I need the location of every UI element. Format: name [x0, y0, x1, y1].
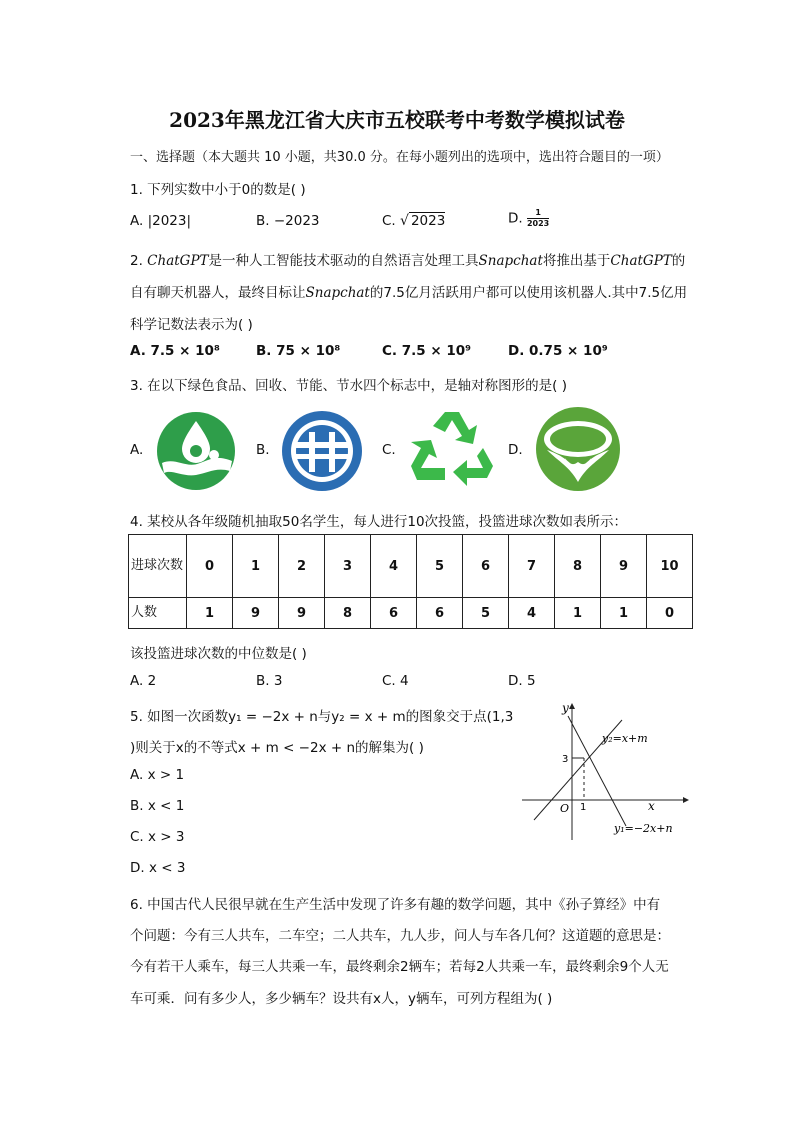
table-row: [129, 535, 693, 598]
q6-stem-line2: 个问题：今有三人共车，二车空；二人共车，九人步，问人与车各几何？这道题的意思是：: [130, 928, 670, 944]
table-cell: 4: [371, 535, 417, 598]
q2-stem-line1: 2. ChatGPT是一种人工智能技术驱动的自然语言处理工具Snapchat将推出基于ChatGPT的: [130, 253, 686, 269]
table-cell: 0: [647, 598, 693, 629]
table-row-header: 进球次数: [129, 535, 187, 598]
q1-option-d-numerator: 1: [527, 208, 549, 219]
x-axis-label: x: [648, 799, 655, 813]
q5-stem-line1: 5. 如图一次函数y₁ = −2x + n与y₂ = x + m的图象交于点(1,3: [130, 709, 514, 725]
table-cell: 1: [601, 598, 647, 629]
table-cell: 5: [417, 535, 463, 598]
q1-option-a: A. |2023|: [130, 213, 192, 229]
table-cell: 5: [463, 598, 509, 629]
table-row-header: 人数: [129, 598, 187, 629]
table-cell: 1: [187, 598, 233, 629]
q5-graph: [516, 700, 696, 842]
table-cell: 1: [233, 535, 279, 598]
q1-option-d-denominator: 2023: [526, 219, 550, 228]
table-cell: 6: [371, 598, 417, 629]
energy-saving-logo-icon: [281, 410, 363, 492]
q3-stem: 3. 在以下绿色食品、回收、节能、节水四个标志中，是轴对称图形的是( ): [130, 378, 567, 394]
q1-stem: 1. 下列实数中小于0的数是( ): [130, 182, 306, 198]
tick-x-label: 1: [580, 802, 587, 813]
q4-option-b: B. 3: [256, 673, 283, 689]
q6-stem-line4: 车可乘．问有多少人，多少辆车？设共有x人，y辆车，可列方程组为( ): [130, 991, 553, 1007]
table-cell: 8: [555, 535, 601, 598]
table-cell: 8: [325, 598, 371, 629]
recycle-logo-icon: [405, 408, 499, 494]
table-cell: 6: [417, 598, 463, 629]
section-heading: 一、选择题（本大题共 10 小题，共30.0 分。在每小题列出的选项中，选出符合题目的一项）: [130, 150, 669, 165]
q3-label-c: C.: [382, 442, 396, 458]
q4-stem: 4. 某校从各年级随机抽取50名学生，每人进行10次投篮，投篮进球次数如表所示：: [130, 514, 628, 530]
q4-option-a: A. 2: [130, 673, 157, 689]
q3-label-b: B.: [256, 442, 270, 458]
q5-option-d: D. x < 3: [130, 860, 186, 876]
line-y1-label: y₁=−2x+n: [614, 822, 673, 835]
q2-stem-line2: 自有聊天机器人，最终目标让Snapchat的7.5亿月活跃用户都可以使用该机器人.其中7.5亿用: [130, 285, 688, 301]
q5-option-a: A. x > 1: [130, 767, 185, 783]
table-cell: 10: [647, 535, 693, 598]
q3-label-a: A.: [130, 442, 144, 458]
q2-stem-line3: 科学记数法表示为( ): [130, 317, 253, 333]
table-row: [129, 598, 693, 629]
green-food-logo-icon: [156, 411, 236, 491]
q5-option-b: B. x < 1: [130, 798, 185, 814]
table-cell: 9: [279, 598, 325, 629]
q6-stem-line1: 6. 中国古代人民很早就在生产生活中发现了许多有趣的数学问题，其中《孙子算经》中有: [130, 897, 661, 913]
q2-option-d: D. 0.75 × 10⁹: [508, 343, 608, 359]
origin-label: O: [560, 802, 570, 815]
q5-option-c: C. x > 3: [130, 829, 185, 845]
q6-stem-line3: 今有若干人乘车，每三人共乘一车，最终剩余2辆车；若每2人共乘一车，最终剩余9个人无: [130, 959, 669, 975]
q5-stem-line2: )则关于x的不等式x + m < −2x + n的解集为( ): [130, 740, 424, 756]
q2-option-a: A. 7.5 × 10⁸: [130, 343, 220, 359]
table-cell: 6: [463, 535, 509, 598]
q4-question: 该投篮进球次数的中位数是( ): [130, 646, 307, 662]
q4-option-c: C. 4: [382, 673, 409, 689]
table-cell: 1: [555, 598, 601, 629]
page-title: 2023年黑龙江省大庆市五校联考中考数学模拟试卷: [169, 108, 625, 132]
tick-y-label: 3: [562, 754, 569, 765]
q4-option-d: D. 5: [508, 673, 536, 689]
table-cell: 2: [279, 535, 325, 598]
table-cell: 9: [233, 598, 279, 629]
q1-option-c-value: 2023: [410, 213, 446, 229]
q1-option-d: D. $\frac{1}{2023}$: [508, 208, 550, 228]
table-cell: 3: [325, 535, 371, 598]
q1-option-b: B. −2023: [256, 213, 320, 229]
table-cell: 9: [601, 535, 647, 598]
water-saving-logo-icon: [535, 406, 621, 492]
q2-option-c: C. 7.5 × 10⁹: [382, 343, 472, 359]
q1-option-c: C. √ 2023: [382, 213, 446, 229]
q4-table: [128, 534, 693, 629]
table-cell: 4: [509, 598, 555, 629]
q3-label-d: D.: [508, 442, 523, 458]
q2-option-b: B. 75 × 10⁸: [256, 343, 341, 359]
line-y2-label: y₂=x+m: [602, 732, 648, 745]
table-cell: 0: [187, 535, 233, 598]
y-axis-label: y: [562, 701, 569, 715]
table-cell: 7: [509, 535, 555, 598]
